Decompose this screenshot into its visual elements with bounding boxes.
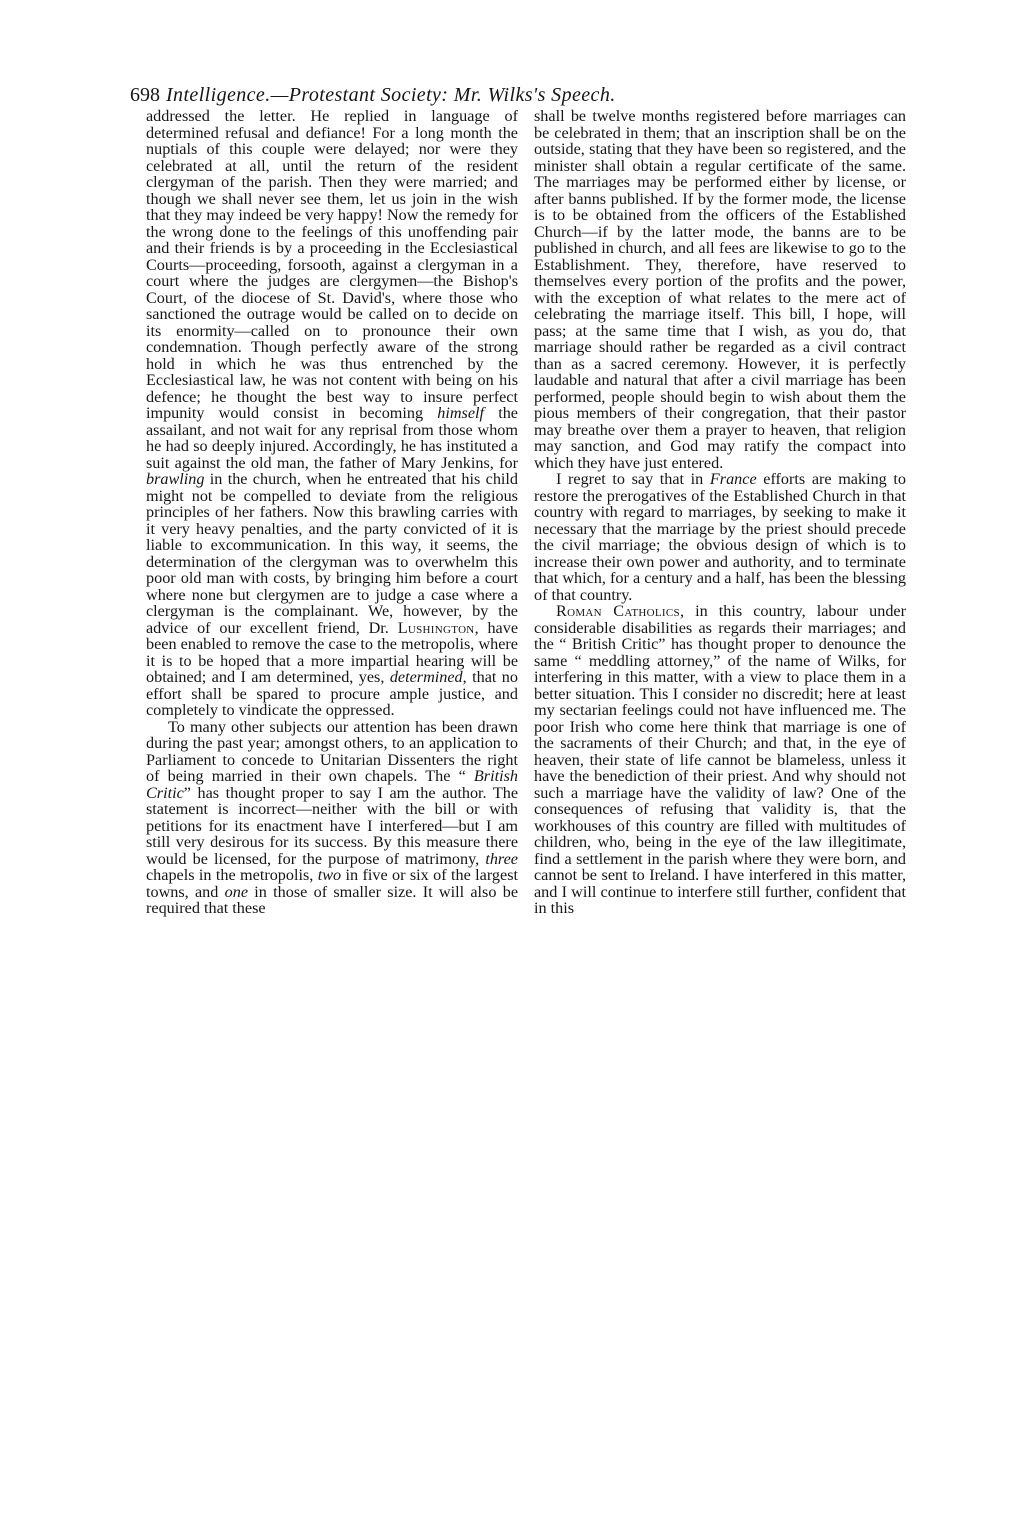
text-run: chapels in the metropolis, — [146, 866, 318, 884]
text-run: the assailant, and not wait for any reprisal from those whom he had so deeply injured. Accordingly, he has instituted a suit against the old man, the father of Mary Jenkins, for — [146, 404, 518, 472]
italic-run: one — [224, 882, 249, 901]
text-run: addressed the letter. He replied in language of determined refusal and defiance! For a long month the nuptials of this couple were delayed; nor were they celebrated at all, until the return of the resident clergyman of the parish. Then they were married; and though we shall never see them, let us join in the wish that they may indeed be very happy! Now the remedy for the wrong done to the feelings of this unoffending pair and their friends is by a proceeding in the Ecclesiastical Courts—proceeding, forsooth, against a clergyman in a court where the judges are clergymen—the Bishop's Court, of the diocese of St. David's, where those who sanctioned the outrage would be called on to decide on its enormity—called on to pronounce their own condemnation. Though perfectly aware of the strong hold in which he was thus entrenched by the Ecclesiastical law, he was not content with being on his defence; he thought the best way to insure perfect impunity would consist in becoming — [146, 107, 518, 422]
italic-run: himself — [437, 404, 485, 422]
smallcaps-heading: Roman Catholics — [556, 602, 680, 620]
paragraph-left-1 — [146, 108, 518, 719]
paragraph-right-3 — [534, 603, 906, 917]
text-run: ” has thought proper to say I am the author. The statement is incorrect—neither with the bill or with petitions for its enactment have I interfered—but I am still very desirous for its success. By this measure there would be licensed, for the purpose of matrimony, — [146, 783, 518, 868]
text-run: in those of smaller size. It will also be required that these — [146, 882, 518, 917]
italic-run: three — [485, 849, 518, 868]
text-run: To many other subjects our attention has been drawn during the past year; amongst others, to an application to Parliament to concede to Unitarian Dissenters the right of being married in their own chapels. The “ — [146, 717, 518, 785]
paragraph-right-2 — [534, 471, 906, 603]
italic-run: France — [709, 470, 757, 488]
right-column — [534, 108, 906, 917]
paragraph-left-2 — [146, 719, 518, 917]
text-run: , that no effort shall be spared to procure ample justice, and completely to vindicate the oppressed. — [146, 668, 518, 719]
italic-run: brawling — [146, 470, 205, 488]
running-head-title: Intelligence.—Protestant Society: Mr. Wilks's Speech. — [166, 84, 616, 106]
italic-run: determined — [389, 668, 463, 686]
italic-run: British Critic — [146, 767, 518, 802]
text-run: in five or six of the largest towns, and — [146, 866, 519, 901]
smallcaps-name: Lushington — [397, 618, 475, 637]
italic-run: two — [317, 866, 342, 884]
left-column — [146, 108, 518, 917]
page-number: 698 — [130, 84, 160, 106]
text-run: in the church, when he entreated that his child might not be compelled to deviate from the religious principles of her fathers. Now this brawling carries with it very heavy penalties, and the party convicted of it is liable to excommunication. In this way, it seems, the determination of the clergyman was to overwhelm this poor old man with costs, by bringing him before a court where none but clergymen are to judge a case where a clergyman is the complainant. We, however, by the advice of our excellent friend, Dr. — [146, 470, 518, 637]
paragraph-right-1: shall be twelve months registered before marriages can be celebrated in them; that an inscription shall be on the outside, stating that they have been so registered, and the minister shall obtain a regular certificate of the same. The marriages may be performed either by license, or after banns published. If by the former mode, the license is to be obtained from the officers of the Established Church—if by the latter mode, the banns are to be published in church, and all fees are likewise to go to the Establishment. They, therefore, have reserved to themselves every portion of the profits and the power, with the exception of what relates to the mere act of celebrating the marriage itself. This bill, I hope, will pass; at the same time that I wish, as you do, that marriage should rather be regarded as a civil contract than as a sacred ceremony. However, it is perfectly laudable and natural that after a civil marriage has been performed, people should begin to wish about them the pious members of their congregation, that their pastor may breathe over them a prayer to heaven, that religion may sanction, and God may ratify the compact into which they have just entered. — [534, 107, 906, 472]
running-head — [130, 80, 910, 110]
text-run: efforts are making to restore the prerogatives of the Established Church in that country with regard to marriages, by seeking to make it necessary that the marriage by the priest should precede the civil marriage; the obvious design of which is to increase their own power and authority, and to terminate that which, for a century and a half, has been the blessing of that country. — [534, 470, 906, 604]
text-run: I regret to say that in — [556, 470, 710, 488]
text-run: , have been enabled to remove the case to the metropolis, where it is to be hoped that a more impartial hearing will be obtained; and I am determined, yes, — [146, 618, 519, 686]
text-run: , in this country, labour under considerable disabilities as regards their marriages; and the “ British Critic” has thought proper to denounce the same “ meddling attorney,” of the name of Wilks, for interfering in this matter, with a view to place them in a better situation. This I consider no discredit; here at least my sectarian feelings could not have influenced me. The poor Irish who come here think that marriage is one of the sacraments of their Church; and that, in the eye of heaven, their state of life cannot be blameless, unless it have the benediction of their priest. And why should not such a marriage have the validity of law? One of the consequences of refusing that validity is, that the workhouses of this country are filled with multitudes of children, who, being in the eye of the law illegitimate, find a settlement in the parish where they were born, and cannot be sent to Ireland. I have interfered in this matter, and I will continue to interfere still further, confident that in this — [534, 602, 906, 917]
